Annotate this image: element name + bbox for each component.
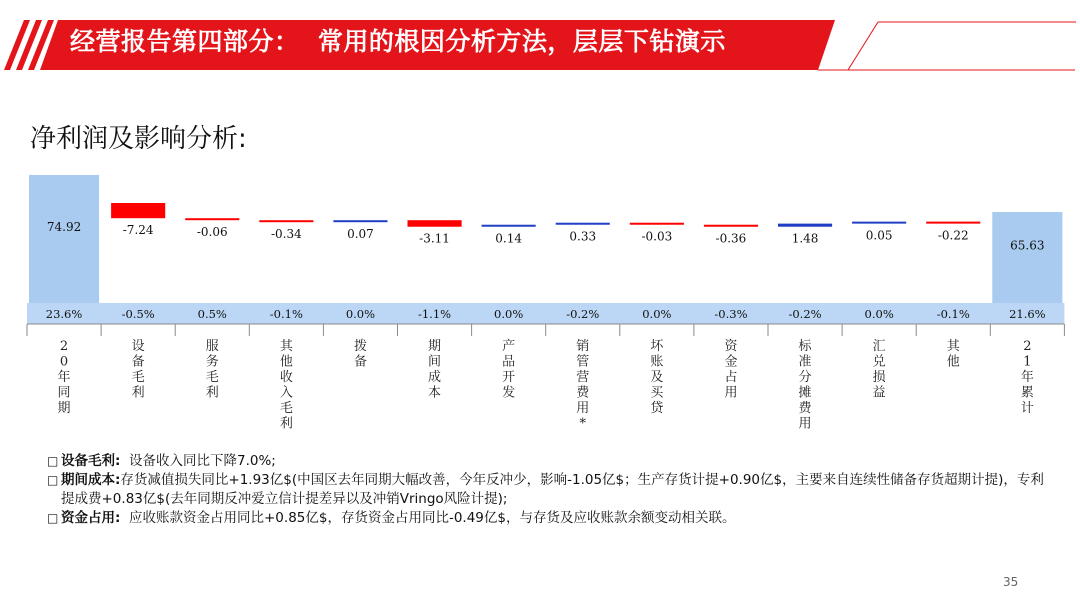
note-text: 存货减值损失同比+1.93亿$(中国区去年同期大幅改善，今年反冲少，影响-1.05亿$；生产存货计提+0.90亿$，主要来自连续性储备存货超期计提)，专利提成费+0.83亿$(去年同期反冲爱立信计提差异以及冲销Vringo风险计提); bbox=[61, 472, 1044, 507]
bar-value-label: 0.14 bbox=[495, 231, 523, 246]
waterfall-chart bbox=[0, 170, 1080, 440]
note-capital bbox=[47, 509, 1047, 528]
percent-band bbox=[27, 303, 1064, 324]
note-equipment bbox=[47, 452, 1047, 471]
category-label: 产品开发 bbox=[502, 339, 516, 401]
bar-value-label: 65.63 bbox=[1010, 238, 1045, 253]
percent-label: -0.1% bbox=[269, 307, 303, 321]
note-period-cost bbox=[47, 471, 1047, 509]
bar-value-label: 1.48 bbox=[791, 231, 819, 246]
header-rule-slant bbox=[848, 22, 878, 70]
notes-block bbox=[47, 452, 1047, 528]
checkbox-bullet-icon: □ bbox=[47, 473, 59, 487]
decrease-bar bbox=[630, 223, 684, 225]
decrease-bar bbox=[704, 225, 758, 227]
category-label: 期间成本 bbox=[428, 339, 442, 401]
category-label: 服务毛利 bbox=[205, 339, 219, 401]
percent-label: -1.1% bbox=[417, 307, 452, 321]
note-text: 应收账款资金占用同比+0.85亿$，存货资金占用同比-0.49亿$，与存货及应收账款余额变动相关联。 bbox=[129, 510, 736, 526]
note-label: 设备毛利: bbox=[61, 453, 121, 469]
percent-label: -0.1% bbox=[936, 307, 970, 321]
category-label: 汇兑损益 bbox=[872, 339, 886, 401]
category-label: 其他 bbox=[946, 339, 960, 370]
category-label: 标准分摊费用 bbox=[798, 339, 812, 432]
decrease-bar bbox=[259, 220, 313, 222]
category-label: 销管营费用* bbox=[576, 339, 590, 432]
note-label: 期间成本: bbox=[61, 472, 121, 488]
category-label: 拨备 bbox=[353, 339, 367, 370]
percent-label: 0.0% bbox=[864, 307, 894, 321]
bar-value-label: -0.34 bbox=[270, 227, 302, 242]
total-bar bbox=[992, 212, 1062, 303]
bar-value-label: -0.03 bbox=[641, 229, 673, 244]
percent-label: 21.6% bbox=[1009, 307, 1046, 321]
percent-label: -0.2% bbox=[788, 307, 822, 321]
increase-bar bbox=[482, 225, 536, 227]
percent-label: 0.0% bbox=[345, 307, 376, 321]
category-label: 坏账及买贷 bbox=[650, 339, 664, 416]
percent-label: -0.5% bbox=[121, 307, 155, 321]
section-title: 净利润及影响分析: bbox=[30, 124, 247, 154]
bar-value-label: 0.05 bbox=[865, 228, 893, 243]
percent-label: 0.0% bbox=[494, 307, 524, 321]
total-bar bbox=[29, 175, 99, 303]
category-label: 其他收入毛利 bbox=[279, 339, 293, 432]
category-label: 设备毛利 bbox=[131, 339, 145, 401]
category-label: 2 1 年累计 bbox=[1020, 339, 1034, 416]
page-number: 35 bbox=[1003, 575, 1019, 589]
header-banner bbox=[0, 0, 1080, 72]
bar-value-label: 0.07 bbox=[347, 227, 374, 242]
percent-label: 0.0% bbox=[642, 307, 672, 321]
note-label: 资金占用: bbox=[61, 510, 121, 526]
bar-value-label: -0.06 bbox=[196, 225, 228, 240]
checkbox-bullet-icon: □ bbox=[47, 454, 59, 468]
percent-label: -0.2% bbox=[566, 307, 600, 321]
category-label: 资金占用 bbox=[724, 339, 738, 401]
bar-value-label: -7.24 bbox=[122, 223, 154, 238]
note-text: 设备收入同比下降7.0%; bbox=[129, 453, 276, 469]
bar-value-label: -3.11 bbox=[419, 231, 450, 246]
decrease-bar bbox=[185, 218, 239, 220]
increase-bar bbox=[852, 222, 906, 224]
decrease-bar bbox=[408, 220, 462, 227]
percent-label: 0.5% bbox=[197, 307, 227, 321]
checkbox-bullet-icon: □ bbox=[47, 511, 59, 525]
bar-value-label: -0.22 bbox=[937, 228, 969, 243]
increase-bar bbox=[778, 224, 832, 227]
page-title: 经营报告第四部分： 常用的根因分析方法，层层下钻演示 bbox=[70, 27, 726, 56]
decrease-bar bbox=[926, 222, 980, 224]
percent-label: -0.3% bbox=[714, 307, 748, 321]
increase-bar bbox=[556, 223, 610, 225]
increase-bar bbox=[333, 220, 387, 222]
bar-value-label: 74.92 bbox=[46, 220, 82, 234]
bar-value-label: -0.36 bbox=[715, 231, 747, 246]
percent-label: 23.6% bbox=[45, 307, 83, 321]
category-label: 2 0 年同期 bbox=[57, 339, 71, 416]
bar-value-label: 0.33 bbox=[569, 229, 597, 244]
decrease-bar bbox=[111, 203, 165, 218]
